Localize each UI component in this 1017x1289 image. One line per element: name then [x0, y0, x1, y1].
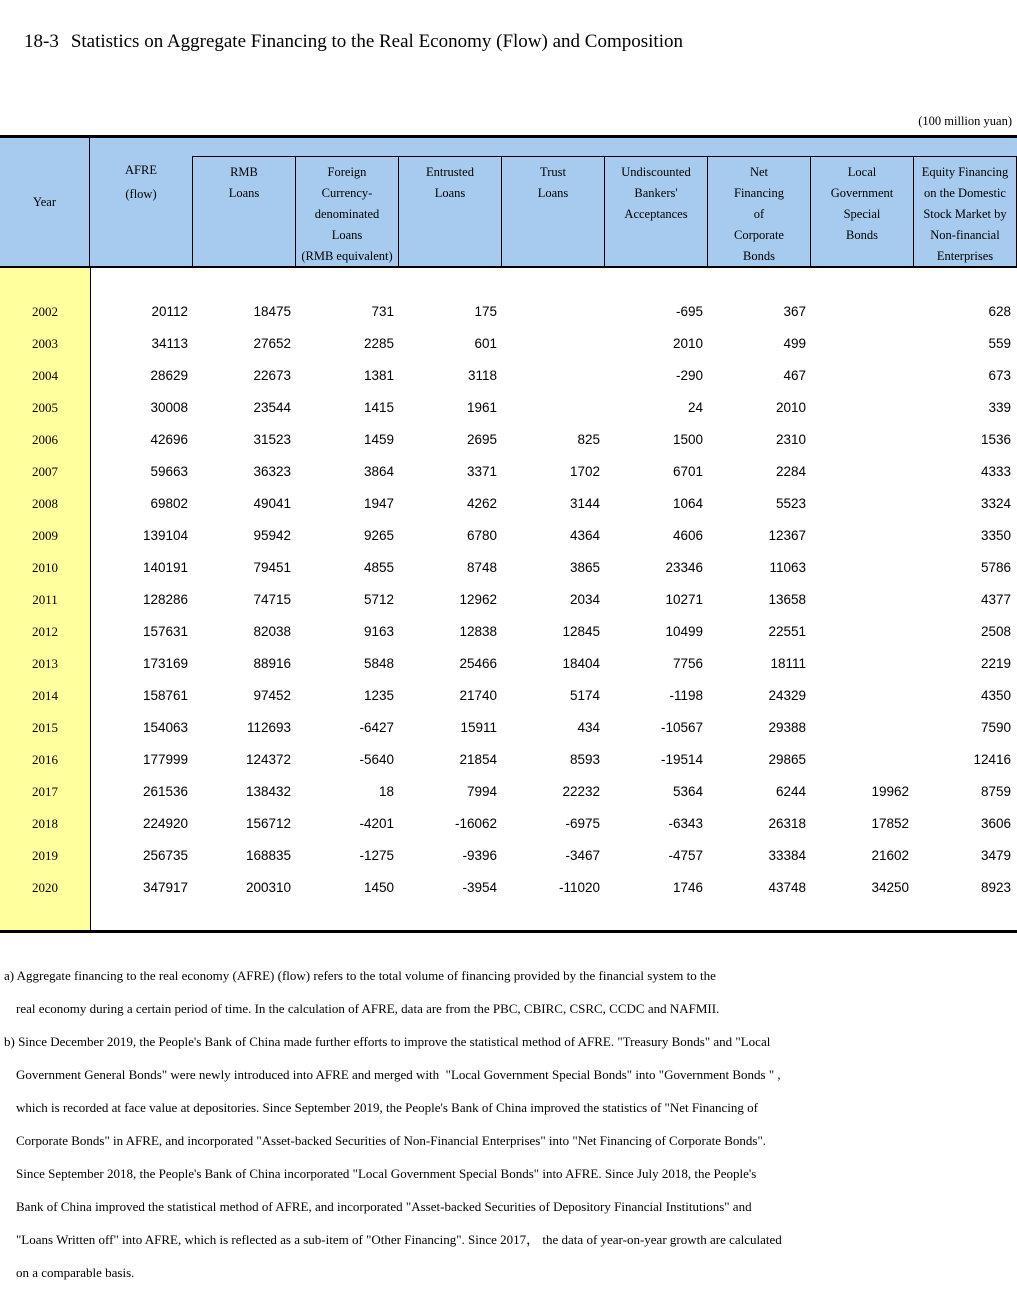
value-cell: 175 — [474, 304, 497, 319]
value-cell: 112693 — [246, 720, 291, 735]
header-line: Corporate — [734, 228, 784, 242]
value-cell: -695 — [675, 304, 703, 319]
year-cell: 2016 — [32, 752, 58, 767]
value-cell: 30008 — [150, 400, 188, 415]
value-cell — [810, 520, 913, 552]
table-row — [0, 552, 1017, 584]
value-cell: 261536 — [142, 784, 188, 799]
header-line: Loans — [537, 186, 569, 200]
footnote-line: b) Since December 2019, the People's Bank of China made further efforts to improve the statistical method of AFRE. "Treasury Bonds" and "Local — [4, 1034, 771, 1049]
header-line: Currency- — [321, 186, 373, 200]
value-cell: 97452 — [253, 688, 291, 703]
value-cell: 5712 — [363, 592, 394, 607]
table-row — [0, 712, 1017, 744]
value-cell: -290 — [675, 368, 703, 383]
value-cell: 3865 — [569, 560, 600, 575]
value-cell: 559 — [988, 336, 1011, 351]
table-row — [0, 360, 1017, 392]
value-cell — [810, 296, 913, 328]
value-cell: 18475 — [253, 304, 291, 319]
value-cell: 1459 — [363, 432, 394, 447]
value-cell: 5174 — [569, 688, 600, 703]
value-cell: 7994 — [466, 784, 497, 799]
value-cell: 4262 — [466, 496, 497, 511]
value-cell: -4201 — [359, 816, 394, 831]
value-cell: 95942 — [253, 528, 291, 543]
value-cell: 8923 — [980, 880, 1011, 895]
value-cell: 140191 — [142, 560, 188, 575]
value-cell: 88916 — [253, 656, 291, 671]
value-cell: 2010 — [672, 336, 703, 351]
value-cell — [810, 744, 913, 776]
unit-note: (100 million yuan) — [918, 114, 1012, 128]
value-cell: -1275 — [359, 848, 394, 863]
afre-header-line: (flow) — [125, 187, 157, 201]
value-cell: 59663 — [150, 464, 188, 479]
value-cell: 224920 — [142, 816, 188, 831]
value-cell: 2508 — [980, 624, 1011, 639]
value-cell — [810, 680, 913, 712]
value-cell: 17852 — [871, 816, 909, 831]
footnote-line: Since September 2018, the People's Bank of China incorporated "Local Government Special Bonds" into AFRE. Since July 2018, the People's — [16, 1166, 757, 1181]
table-row — [0, 648, 1017, 680]
value-cell: 128286 — [142, 592, 188, 607]
value-cell: -9396 — [462, 848, 497, 863]
header-line: Special — [843, 207, 881, 221]
value-cell: 256735 — [142, 848, 188, 863]
value-cell: 25466 — [459, 656, 497, 671]
value-cell: 12416 — [973, 752, 1011, 767]
value-cell: 4350 — [980, 688, 1011, 703]
header-line: Stock Market by — [923, 207, 1007, 221]
table-row — [0, 520, 1017, 552]
value-cell: 49041 — [253, 496, 291, 511]
table-title-text: Statistics on Aggregate Financing to the Real Economy (Flow) and Composition — [70, 31, 683, 52]
value-cell: 21602 — [871, 848, 909, 863]
value-cell — [810, 712, 913, 744]
value-cell: 8593 — [569, 752, 600, 767]
column-header-rmb-loans — [192, 156, 295, 266]
value-cell: 347917 — [142, 880, 188, 895]
header-line: Net — [749, 165, 769, 179]
value-cell: 12845 — [562, 624, 600, 639]
value-cell: 43748 — [768, 880, 806, 895]
value-cell: 31523 — [253, 432, 291, 447]
page-title — [5, 9, 1017, 75]
value-cell: 138432 — [245, 784, 291, 799]
footnote-line: real economy during a certain period of time. In the calculation of AFRE, data are from the PBC, CBIRC, CSRC, CCDC and NAFMII. — [16, 1001, 720, 1016]
value-cell: 1536 — [980, 432, 1011, 447]
header-line: Government — [830, 186, 894, 200]
value-cell: 13658 — [768, 592, 806, 607]
header-line: (RMB equivalent) — [301, 249, 393, 263]
header-line: Loans — [228, 186, 260, 200]
value-cell: 23346 — [665, 560, 703, 575]
footnote-line: a) Aggregate financing to the real economy (AFRE) (flow) refers to the total volume of financing provided by the financial system to the — [4, 968, 716, 983]
value-cell: 12367 — [768, 528, 806, 543]
header-line: of — [753, 207, 765, 221]
value-cell: 29865 — [768, 752, 806, 767]
footnote-line: Corporate Bonds" in AFRE, and incorporated "Asset-backed Securities of Non-Financial Enterprises" into "Net Financing of Corporate Bonds". — [16, 1133, 767, 1148]
table-row — [0, 296, 1017, 328]
header-line: denominated — [314, 207, 380, 221]
value-cell: 18 — [378, 784, 394, 799]
header-line: Financing — [734, 186, 784, 200]
value-cell: 42696 — [150, 432, 188, 447]
value-cell: 2695 — [466, 432, 497, 447]
value-cell: 1500 — [672, 432, 703, 447]
value-cell: 1064 — [672, 496, 703, 511]
value-cell: 10499 — [665, 624, 703, 639]
table-row — [0, 808, 1017, 840]
table-row — [0, 456, 1017, 488]
year-cell: 2017 — [32, 784, 58, 799]
subheader-row — [192, 156, 1017, 266]
value-cell: 200310 — [245, 880, 291, 895]
value-cell: -6427 — [359, 720, 394, 735]
value-cell: 27652 — [253, 336, 291, 351]
value-cell: -6343 — [668, 816, 703, 831]
value-cell: 2284 — [775, 464, 806, 479]
value-cell: 69802 — [150, 496, 188, 511]
footnote-line: which is recorded at face value at depositories. Since September 2019, the People's Bank of China improved the statistics of "Net Financing of — [16, 1100, 758, 1115]
value-cell: 434 — [577, 720, 600, 735]
table-row — [0, 744, 1017, 776]
value-cell: -1198 — [669, 688, 703, 703]
value-cell: 21740 — [459, 688, 497, 703]
column-header-trust-loans — [501, 156, 604, 266]
year-cell: 2014 — [32, 688, 58, 703]
value-cell — [810, 552, 913, 584]
value-cell: 82038 — [253, 624, 291, 639]
value-cell: -6975 — [565, 816, 600, 831]
value-cell: 7590 — [980, 720, 1011, 735]
value-cell: 4606 — [672, 528, 703, 543]
value-cell — [501, 392, 604, 424]
value-cell: 124372 — [245, 752, 291, 767]
value-cell — [501, 360, 604, 392]
table-row — [0, 488, 1017, 520]
header-line: Bonds — [846, 228, 878, 242]
year-cell: 2008 — [32, 496, 58, 511]
column-header-year: Year — [0, 138, 90, 266]
value-cell: 22551 — [768, 624, 806, 639]
value-cell: 825 — [577, 432, 600, 447]
value-cell: 15911 — [460, 720, 497, 735]
value-cell: 74715 — [253, 592, 291, 607]
value-cell: 1415 — [363, 400, 394, 415]
value-cell: 628 — [988, 304, 1011, 319]
value-cell: 11063 — [769, 560, 806, 575]
value-cell: 139104 — [142, 528, 188, 543]
value-cell: 9265 — [363, 528, 394, 543]
value-cell: 3118 — [467, 368, 497, 383]
value-cell: -3954 — [462, 880, 497, 895]
header-line: Loans — [331, 228, 363, 242]
value-cell: 34113 — [151, 336, 188, 351]
value-cell: 3479 — [980, 848, 1011, 863]
header-line: Enterprises — [936, 249, 994, 263]
value-cell: 1450 — [363, 880, 394, 895]
footnote-line: Government General Bonds" were newly introduced into AFRE and merged with "Local Government Special Bonds" into "Government Bonds " , — [16, 1067, 781, 1082]
value-cell — [810, 392, 913, 424]
table-number: 18-3 — [24, 31, 59, 52]
year-cell: 2009 — [32, 528, 58, 543]
value-cell: 157631 — [142, 624, 188, 639]
value-cell: 4333 — [980, 464, 1011, 479]
column-header-local-government-special-bonds — [810, 156, 913, 266]
header-line: Bankers' — [634, 186, 678, 200]
value-cell: 21854 — [459, 752, 497, 767]
value-cell: 6244 — [775, 784, 806, 799]
value-cell: 4855 — [363, 560, 394, 575]
table-body — [0, 268, 1017, 930]
header-line: Local — [847, 165, 877, 179]
value-cell — [810, 456, 913, 488]
footnote-line: Bank of China improved the statistical method of AFRE, and incorporated "Asset-backed Securities of Depository Financial Institutions" and — [16, 1199, 752, 1214]
value-cell: 154063 — [142, 720, 188, 735]
value-cell: 5523 — [775, 496, 806, 511]
footnotes — [0, 959, 1017, 1289]
table-row — [0, 424, 1017, 456]
value-cell: -4757 — [668, 848, 703, 863]
year-cell: 2006 — [32, 432, 58, 447]
value-cell: 19962 — [871, 784, 909, 799]
year-cell: 2011 — [32, 592, 58, 607]
value-cell: 2310 — [775, 432, 806, 447]
table-row — [0, 840, 1017, 872]
value-cell: 9163 — [363, 624, 394, 639]
value-cell: -19514 — [660, 752, 703, 767]
value-cell: 22673 — [253, 368, 291, 383]
value-cell: 3371 — [466, 464, 497, 479]
value-cell — [501, 296, 604, 328]
value-cell: 4364 — [569, 528, 600, 543]
value-cell: 7756 — [672, 656, 703, 671]
value-cell: 20112 — [151, 304, 188, 319]
table-row — [0, 328, 1017, 360]
value-cell: 339 — [988, 400, 1011, 415]
value-cell: -11020 — [558, 880, 600, 895]
header-line: RMB — [230, 165, 258, 179]
value-cell: -10567 — [660, 720, 703, 735]
year-cell: 2019 — [32, 848, 58, 863]
value-cell: 158761 — [142, 688, 188, 703]
column-header-equity-financing — [913, 156, 1017, 266]
value-cell: 24 — [687, 400, 703, 415]
value-cell: 23544 — [253, 400, 291, 415]
value-cell: 10271 — [665, 592, 703, 607]
value-cell: 1702 — [569, 464, 600, 479]
table-row — [0, 584, 1017, 616]
value-cell: 601 — [474, 336, 497, 351]
value-cell — [501, 328, 604, 360]
page — [0, 9, 1017, 1289]
value-cell — [810, 424, 913, 456]
header-line: Acceptances — [624, 207, 688, 221]
value-cell: 1961 — [466, 400, 497, 415]
column-header-entrusted-loans — [398, 156, 501, 266]
value-cell: 731 — [371, 304, 394, 319]
value-cell: -5640 — [359, 752, 394, 767]
value-cell — [810, 584, 913, 616]
year-cell: 2013 — [32, 656, 58, 671]
value-cell — [810, 328, 913, 360]
value-cell: 499 — [783, 336, 806, 351]
year-cell: 2007 — [32, 464, 58, 479]
value-cell — [810, 616, 913, 648]
header-line: on the Domestic — [924, 186, 1006, 200]
value-cell: 177999 — [142, 752, 188, 767]
header-line: Non-financial — [930, 228, 1000, 242]
footnote-line: on a comparable basis. — [16, 1265, 135, 1280]
year-cell: 2020 — [32, 880, 58, 895]
column-header-net-financing-of-corporate-bonds — [707, 156, 810, 266]
value-cell: 156712 — [245, 816, 291, 831]
table-row — [0, 680, 1017, 712]
value-cell: -3467 — [565, 848, 600, 863]
value-cell: 2219 — [980, 656, 1011, 671]
value-cell: 79451 — [253, 560, 291, 575]
value-cell: 3350 — [980, 528, 1011, 543]
value-cell: 18111 — [770, 656, 806, 671]
value-cell: -16062 — [454, 816, 497, 831]
value-cell: 8748 — [466, 560, 497, 575]
header-line: Foreign — [327, 165, 367, 179]
value-cell: 28629 — [150, 368, 188, 383]
year-cell: 2004 — [32, 368, 58, 383]
afre-header-line: AFRE — [125, 163, 157, 177]
value-cell: 1235 — [363, 688, 394, 703]
value-cell: 5848 — [363, 656, 394, 671]
table-row — [0, 392, 1017, 424]
value-cell: 33384 — [768, 848, 806, 863]
value-cell: 367 — [783, 304, 806, 319]
header-line: Bonds — [743, 249, 775, 263]
value-cell: 24329 — [768, 688, 806, 703]
header-line: Entrusted — [426, 165, 474, 179]
value-cell: 173169 — [142, 656, 188, 671]
column-header-undiscounted-bankers-acceptances — [604, 156, 707, 266]
value-cell: 5786 — [980, 560, 1011, 575]
value-cell: 8759 — [980, 784, 1011, 799]
value-cell: 1746 — [672, 880, 703, 895]
table-row — [0, 776, 1017, 808]
value-cell — [810, 648, 913, 680]
value-cell: 3864 — [363, 464, 394, 479]
value-cell: 5364 — [672, 784, 703, 799]
footnote-line: "Loans Written off" into AFRE, which is reflected as a sub-item of "Other Financing". Since 2017， the data of year-on-year growth are calculated — [16, 1232, 782, 1247]
column-header-afre — [90, 138, 192, 266]
header-line: Undiscounted — [621, 165, 691, 179]
header-line: Loans — [434, 186, 466, 200]
year-cell: 2002 — [32, 304, 58, 319]
value-cell: 6701 — [672, 464, 703, 479]
value-cell: 6780 — [466, 528, 497, 543]
value-cell — [810, 360, 913, 392]
header-line: Trust — [540, 165, 566, 179]
value-cell — [810, 488, 913, 520]
value-cell: 3606 — [980, 816, 1011, 831]
afre-statistics-table — [0, 135, 1017, 933]
value-cell: 2034 — [569, 592, 600, 607]
value-cell: 18404 — [562, 656, 600, 671]
year-cell: 2012 — [32, 624, 58, 639]
year-cell: 2003 — [32, 336, 58, 351]
table-header — [0, 138, 1017, 268]
value-cell: 26318 — [768, 816, 806, 831]
value-cell: 2010 — [775, 400, 806, 415]
value-cell: 12838 — [459, 624, 497, 639]
value-cell: 2285 — [363, 336, 394, 351]
header-line: Equity Financing — [921, 165, 1009, 179]
value-cell: 22232 — [562, 784, 600, 799]
value-cell: 12962 — [459, 592, 497, 607]
value-cell: 1381 — [363, 368, 394, 383]
year-cell: 2015 — [32, 720, 58, 735]
value-cell: 673 — [988, 368, 1011, 383]
value-cell: 36323 — [253, 464, 291, 479]
value-cell: 3144 — [569, 496, 600, 511]
value-cell: 168835 — [245, 848, 291, 863]
column-header-foreign-currency-loans — [295, 156, 398, 266]
table-row — [0, 872, 1017, 904]
value-cell: 4377 — [980, 592, 1011, 607]
year-cell: 2005 — [32, 400, 58, 415]
value-cell: 3324 — [980, 496, 1011, 511]
value-cell: 29388 — [768, 720, 806, 735]
value-cell: 1947 — [363, 496, 394, 511]
value-cell: 34250 — [871, 880, 909, 895]
table-row — [0, 616, 1017, 648]
value-cell: 467 — [783, 368, 806, 383]
year-cell: 2010 — [32, 560, 58, 575]
year-cell: 2018 — [32, 816, 58, 831]
